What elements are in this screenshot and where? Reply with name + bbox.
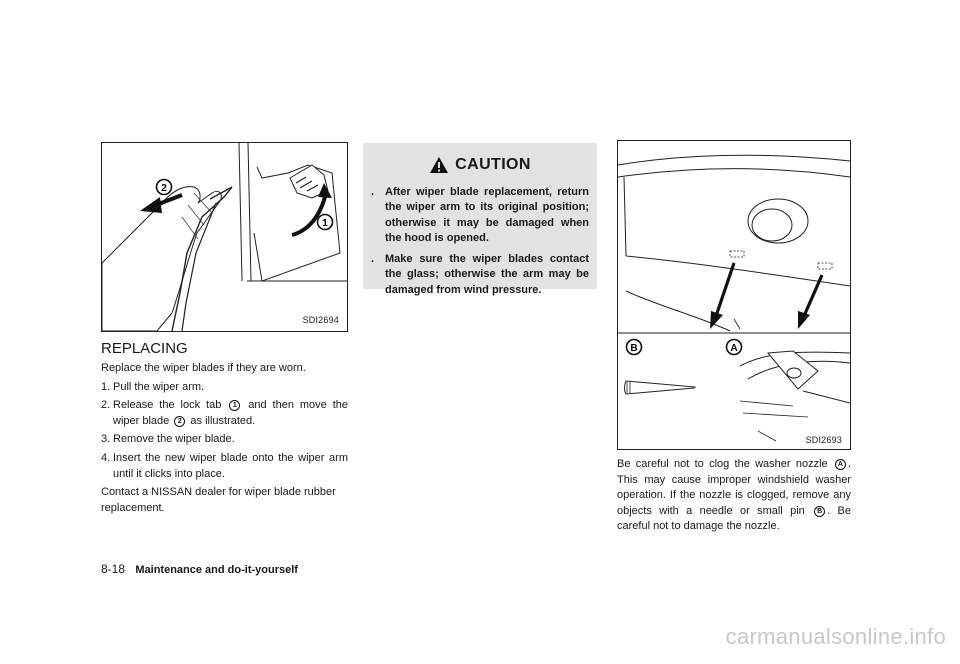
step-3: 3. Remove the wiper blade. — [101, 433, 235, 446]
caution-title: CAUTION — [455, 156, 531, 173]
intro-paragraph: Replace the wiper blades if they are worn. — [101, 362, 306, 374]
replacing-instructions — [101, 361, 348, 519]
washer-nozzle-figure — [617, 140, 851, 450]
step-2: 2. Release the lock tab 1 and then move the wiper blade 2 as illustrated. — [101, 399, 349, 427]
figure-caption: SDI2694 — [302, 315, 339, 325]
wiper-arm-illustration — [102, 143, 347, 331]
step-1: 1. Pull the wiper arm. — [101, 380, 205, 393]
caution-header — [363, 147, 597, 183]
watermark: carmanualsonline.info — [725, 624, 946, 649]
figure-caption: SDI2693 — [805, 435, 842, 445]
callout-2-label: 2 — [161, 183, 167, 194]
callout-b-label: B — [630, 343, 638, 354]
step-4: 4. Insert the new wiper blade onto the wiper arm until it clicks into place. — [101, 451, 348, 480]
callout-1-label: 1 — [322, 218, 328, 229]
caution-item: . After wiper blade replacement, return the wiper arm to its original position; otherwise it may be damaged when the hood is opened. — [371, 186, 589, 244]
callout-a-label: A — [730, 343, 738, 354]
caution-box — [363, 143, 597, 296]
closing-paragraph: Contact a NISSAN dealer for wiper blade rubber replacement. — [101, 486, 336, 514]
caution-item: . Make sure the wiper blades contact the glass; otherwise the arm may be damaged from wind pressure. — [371, 253, 589, 296]
washer-nozzle-illustration — [618, 141, 850, 449]
warning-triangle-icon — [429, 156, 449, 174]
section-title: Maintenance and do-it-yourself — [135, 564, 298, 576]
wiper-replacement-figure — [101, 142, 348, 332]
section-heading: REPLACING — [101, 340, 188, 357]
page-number: 8-18 — [101, 562, 126, 576]
callout-b-marker: B — [814, 506, 825, 517]
callout-1-marker: 1 — [229, 400, 240, 411]
caution-list — [371, 185, 589, 304]
callout-a-marker: A — [835, 459, 846, 470]
callout-2-marker: 2 — [174, 416, 185, 427]
washer-nozzle-note: Be careful not to clog the washer nozzle A . This may cause improper windshield washer operation. If the nozzle is clogged, remove any objects with a needle or small pin B . Be careful not to damage the nozzle. — [617, 458, 852, 533]
page-footer — [101, 562, 298, 576]
